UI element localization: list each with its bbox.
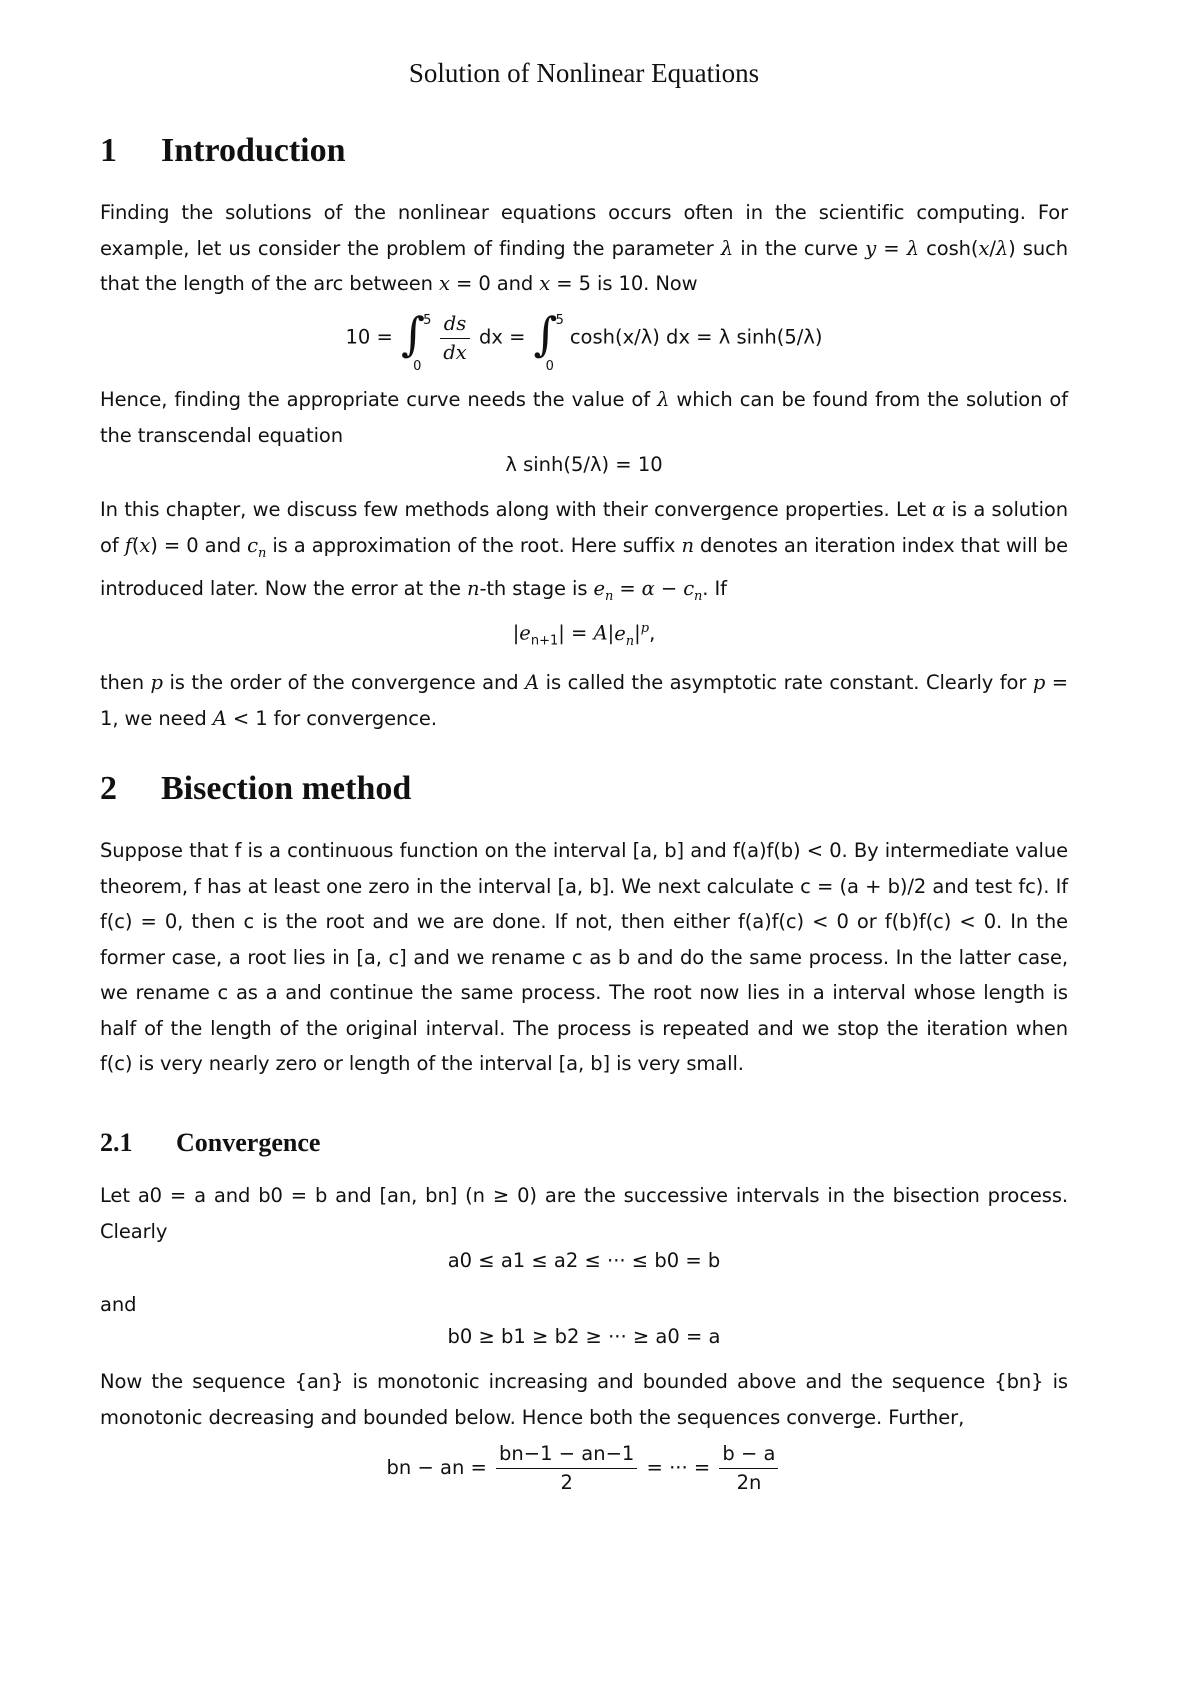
- intro-paragraph-2: Hence, finding the appropriate curve needs the value of λ which can be found from the solution of the transcendal equation: [100, 388, 1069, 447]
- and-word: and: [100, 1293, 137, 1316]
- document-title: Solution of Nonlinear Equations: [408, 58, 760, 88]
- transcendental-equation: λ sinh(5/λ) = 10: [505, 453, 663, 476]
- section-number: 2: [100, 770, 117, 807]
- subsection-number: 2.1: [100, 1128, 133, 1157]
- bisection-paragraph: Suppose that f is a continuous function on the interval [a, b] and f(a)f(b) < 0. By intermediate value theorem, f has at least one zero in the interval [a, b]. We next calculate c = (a + b)/2 and test fc). If f(c) = 0, then c is the root and we are done. If not, then either f(a)f(c) < 0 or f(b)f(c) < 0. In the former case, a root lies in [a, c] and we rename c as b and do the same process. In the latter case, we rename c as a and continue the same process. The root now lies in a interval whose length is half of the length of the original interval. The process is repeated and we stop the iteration when f(c) is very nearly zero or length of the interval [a, b] is very small.: [100, 839, 1068, 1075]
- convergence-paragraph-1: Let a0 = a and b0 = b and [an, bn] (n ≥ 0) are the successive intervals in the bisection process. Clearly: [100, 1184, 1068, 1243]
- fraction-half-previous: $\frac{bn-1 - an-1}{2}$: [496, 1440, 637, 1497]
- convergence-paragraph-2: Now the sequence {an} is monotonic increasing and bounded above and the sequence {bn} is monotonic decreasing and bounded below. Hence both the sequences converge. Further,: [100, 1370, 1068, 1429]
- intro-paragraph-3: In this chapter, we discuss few methods along with their convergence properties. Let α is a solution of f(x) = 0 and $c_n$ is a approximation of the root. Here suffix n denotes an iteration index that will be introduced later. Now the error at the n-th stage is $e_n = \alpha - c_n$. If: [100, 498, 1069, 604]
- section-heading-bisection: [100, 770, 411, 808]
- integral-sign: ∫ 5 0: [533, 307, 564, 374]
- fraction-b-minus-a: $\frac{b - a}{2n}$: [719, 1440, 778, 1497]
- increasing-sequence-inequality: a0 ≤ a1 ≤ a2 ≤ ··· ≤ b0 = b: [447, 1249, 721, 1272]
- section-heading-introduction: [100, 132, 346, 170]
- fraction-ds-dx: $\frac{ds}{dx}$: [440, 310, 469, 367]
- subsection-title: Convergence: [176, 1128, 321, 1157]
- intro-paragraph-4: then p is the order of the convergence and A is called the asymptotic rate constant. Clearly for p = 1, we need A < 1 for convergence.: [100, 671, 1069, 730]
- integral-sign: ∫ 5 0: [401, 307, 432, 374]
- section-number: 1: [100, 132, 117, 169]
- decreasing-sequence-inequality: b0 ≥ b1 ≥ b2 ≥ ··· ≥ a0 = a: [447, 1325, 721, 1348]
- subsection-heading-convergence: [100, 1128, 320, 1158]
- section-title: Introduction: [161, 132, 346, 169]
- error-order-equation: $|e_{n+1}| = A|e_n|^p$,: [512, 621, 656, 649]
- arc-length-equation: 10 = ∫ 5 0 $\frac{ds}{dx}$ dx = ∫ 5 0 cosh(x/λ) dx = λ sinh(5/λ): [345, 307, 823, 374]
- interval-length-equation: bn − an = $\frac{bn-1 - an-1}{2}$ = ··· = $\frac{b - a}{2n}$: [100, 1440, 1068, 1506]
- section-title: Bisection method: [161, 770, 412, 807]
- intro-paragraph-1: Finding the solutions of the nonlinear equations occurs often in the scientific computing. For example, let us consider the problem of finding the parameter λ in the curve y = λ cosh(x/λ) such that the length of the arc between x = 0 and x = 5 is 10. Now: [100, 201, 1068, 295]
